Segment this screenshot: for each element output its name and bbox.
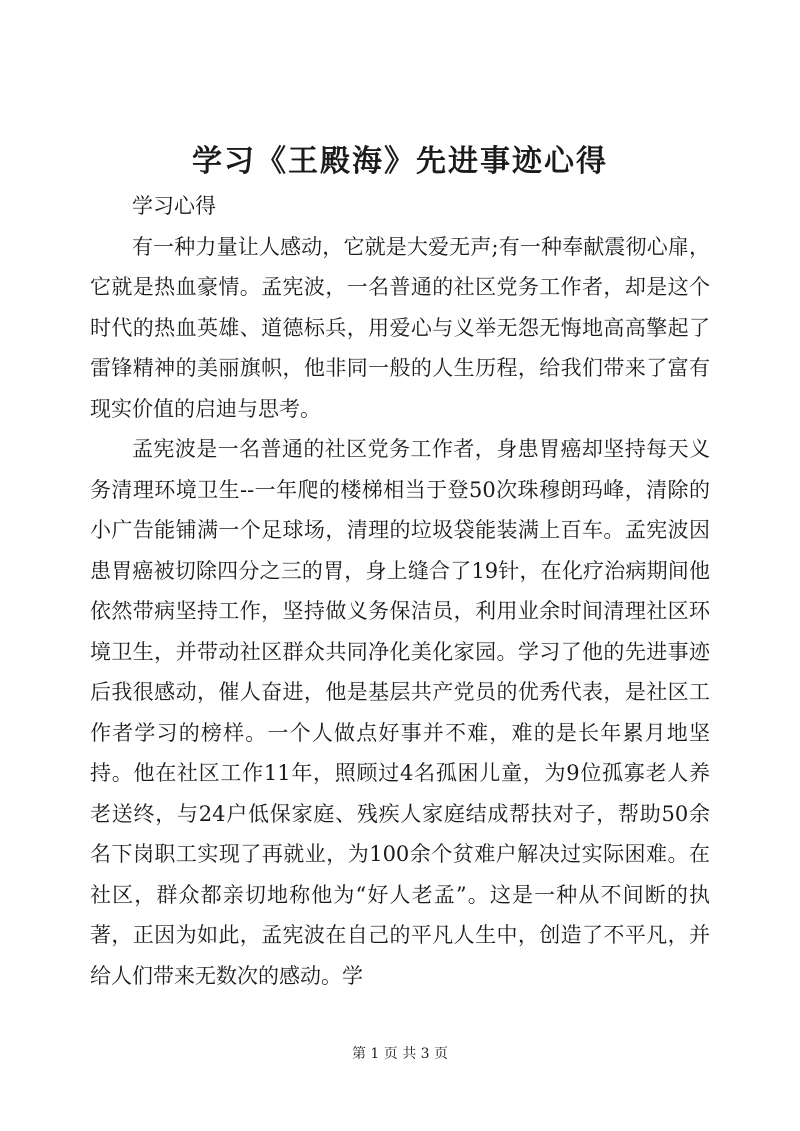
body-paragraph-2: 孟宪波是一名普通的社区党务工作者，身患胃癌却坚持每天义务清理环境卫生--一年爬的楼梯相当于登50次珠穆朗玛峰，清除的小广告能铺满一个足球场，清理的垃圾袋能装满上百车。孟宪波因患胃癌被切除四分之三的胃，身上缝合了19针，在化疗治病期间他依然带病坚持工作，坚持做义务保洁员，利用业余时间清理社区环境卫生，并带动社区群众共同净化美化家园。学习了他的先进事迹后我很感动，催人奋进，他是基层共产党员的优秀代表，是社区工作者学习的榜样。一个人做点好事并不难，难的是长年累月地坚持。他在社区工作11年，照顾过4名孤困儿童，为9位孤寡老人养老送终，与24户低保家庭、残疾人家庭结成帮扶对子，帮助50余名下岗职工实现了再就业，为100余个贫难户解决过实际困难。在社区，群众都亲切地称他为“好人老孟”。这是一种从不间断的执著，正因为如此，孟宪波在自己的平凡人生中，创造了不平凡，并给人们带来无数次的感动。学 [90,437,710,988]
page-footer: 第 1 页 共 3 页 [351,1046,449,1062]
document-title: 学习《王殿海》先进事迹心得 [192,144,608,179]
document-body [90,186,710,996]
body-paragraph-1: 有一种力量让人感动，它就是大爱无声;有一种奉献震彻心扉，它就是热血豪情。孟宪波，一名普通的社区党务工作者，却是这个时代的热血英雄、道德标兵，用爱心与义举无怨无悔地高高擎起了雷锋精神的美丽旗帜，他非同一般的人生历程，给我们带来了富有现实价值的启迪与思考。 [90,234,710,421]
subtitle-paragraph: 学习心得 [132,194,216,218]
